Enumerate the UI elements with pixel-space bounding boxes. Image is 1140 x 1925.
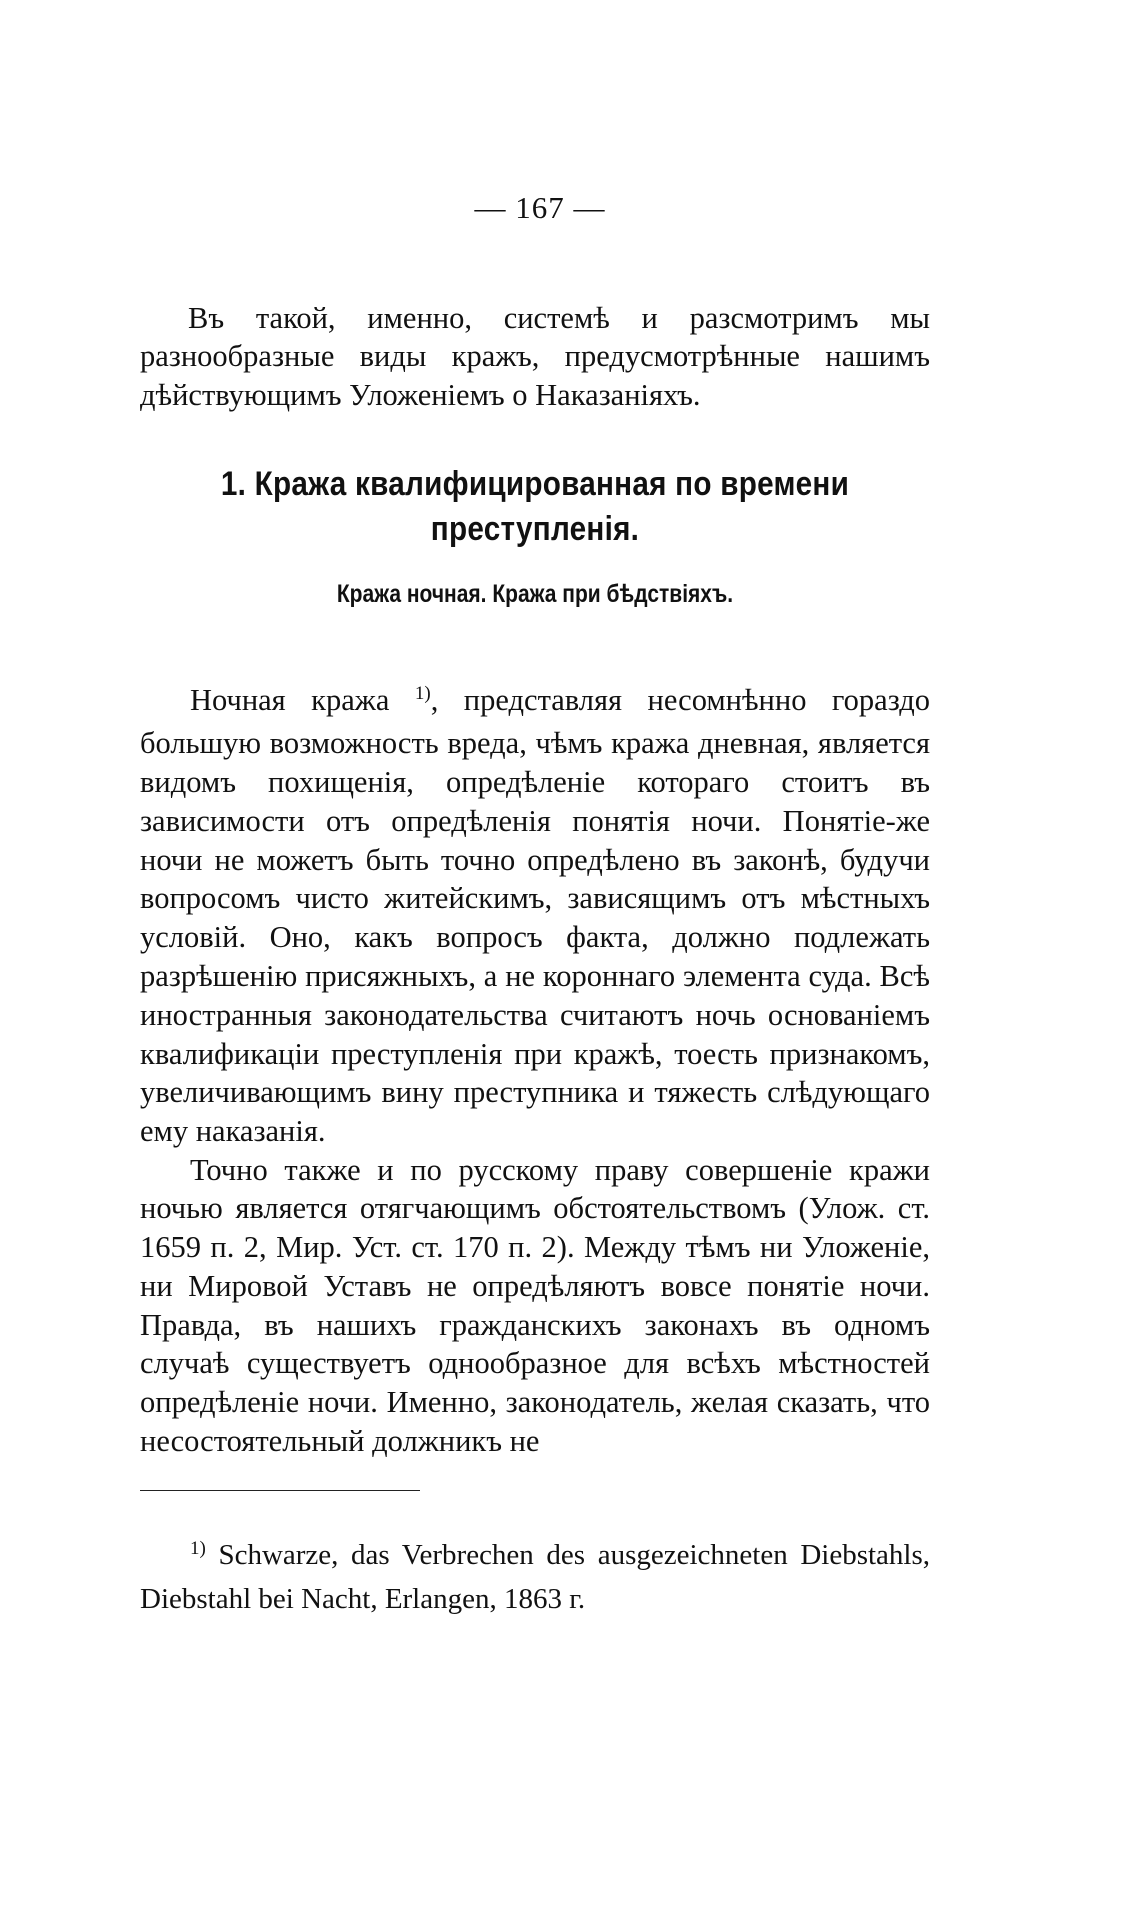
body-paragraph-1 [140,681,930,1152]
paragraph-text-start: Ночная кража [190,682,415,717]
footnote-divider [140,1490,420,1491]
footnote-reference: 1) [414,682,431,704]
section-heading: 1. Кража квалифицированная по времени преступленія. [220,465,850,548]
footnote [140,1535,930,1619]
footnote-mark: 1) [190,1538,206,1559]
intro-paragraph: Въ такой, именно, системѣ и разсмотримъ мы разнообразные виды кражъ, предусмотрѣнные нашимъ дѣйствующимъ Уложеніемъ о Наказаніяхъ. [140,300,930,413]
body-paragraph-2: Точно также и по русскому праву совершеніе кражи ночью является отягчающимъ обстоятельствомъ (Улож. ст. 1659 п. 2, Мир. Уст. ст. 170 п. 2). Между тѣмъ ни Уложеніе, ни Мировой Уставъ не опредѣляютъ вовсе понятіе ночи. Правда, въ нашихъ гражданскихъ законахъ въ одномъ случаѣ существуетъ однообразное для всѣхъ мѣстностей опредѣленіе ночи. Именно, законодатель, желая сказать, что несостоятельный должникъ не [140,1152,930,1459]
footnote-text: Schwarze, das Verbrechen des ausgezeichneten Diebstahls, Diebstahl bei Nacht, Erlangen, 1863 г. [140,1539,930,1615]
page-number: — 167 — [474,190,606,225]
paragraph-text-rest: , представляя несомнѣнно гораздо большую возможность вреда, чѣмъ кража дневная, является видомъ похищенія, опредѣленіе котораго стоитъ въ зависимости отъ опредѣленія понятія ночи. Понятіе-же ночи не можетъ быть точно опредѣлено въ законѣ, будучи вопросомъ чисто житейскимъ, зависящимъ отъ мѣстныхъ условій. Оно, какъ вопросъ факта, должно подлежать разрѣшенію присяжныхъ, а не короннаго элемента суда. Всѣ иностранныя законодательства считаютъ ночь основаніемъ квалификаціи преступленія при кражѣ, тоесть признакомъ, увеличивающимъ вину преступника и тяжесть слѣдующаго ему наказанія. [140,682,930,1149]
section-subheading: Кража ночная. Кража при бѣдствіяхъ. [336,580,734,608]
